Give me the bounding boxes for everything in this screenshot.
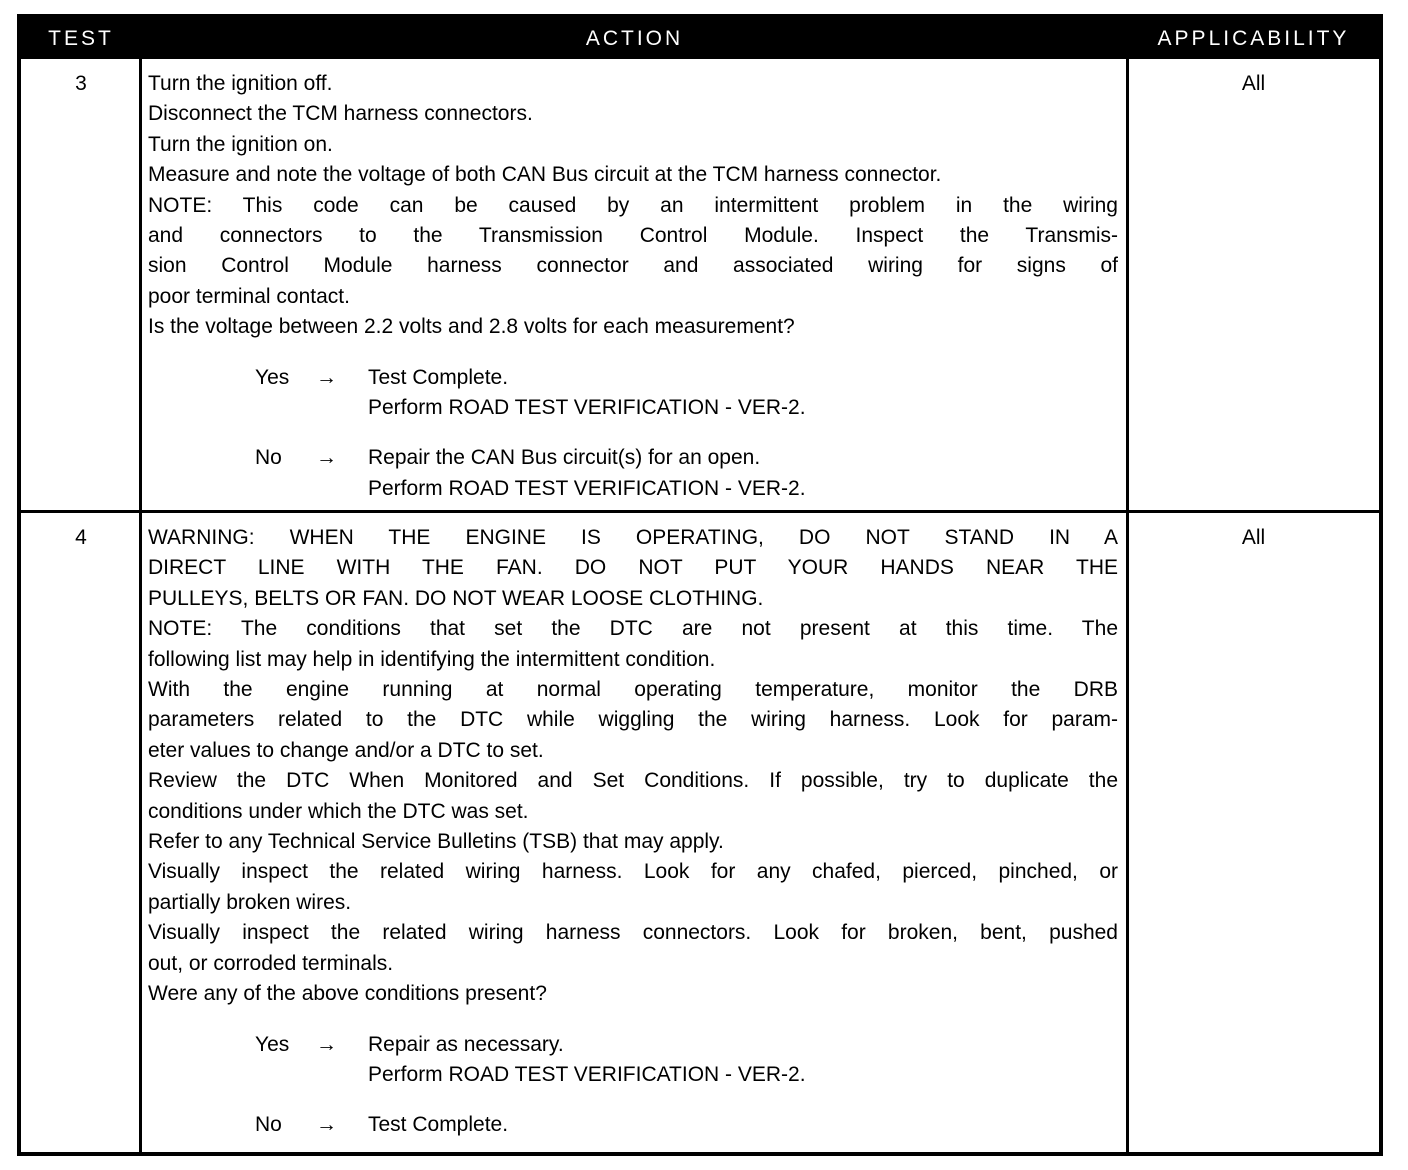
answer-line: Repair the CAN Bus circuit(s) for an open. [368,446,761,470]
answer-result [368,443,1118,504]
action-line: partially broken wires. [148,890,352,914]
arrow-right-icon: → [316,446,337,470]
answer-label: Yes [255,365,290,389]
action-line: NOTE: This code can be caused by an intermittent problem in the wiring [148,193,1118,217]
action-line: Measure and note the voltage of both CAN Bus circuit at the TCM harness connector. [148,163,942,187]
action-line: Turn the ignition off. [148,72,333,95]
action-line: eter values to change and/or a DTC to set. [148,738,544,762]
action-line: sion Control Module harness connector and associated wiring for signs of [148,254,1118,278]
answer-line: Perform ROAD TEST VERIFICATION - VER-2. [368,1062,806,1086]
answer-result [368,1110,1118,1140]
arrow-right-icon: → [316,1113,337,1137]
answer-line: Perform ROAD TEST VERIFICATION - VER-2. [368,396,806,420]
action-line: Turn the ignition on. [148,132,333,156]
test-number: 4 [75,526,87,549]
table-header [21,18,1379,59]
action-line: Review the DTC When Monitored and Set Conditions. If possible, try to duplicate the [148,769,1118,793]
answer-yes [148,1030,1118,1091]
action-line: Visually inspect the related wiring harness. Look for any chafed, pierced, pinched, or [148,860,1118,884]
answer-label: Yes [255,1032,290,1056]
diagnostic-test-table [17,14,1383,1156]
arrow-right-icon: → [316,1032,337,1056]
answer-line: Repair as necessary. [368,1032,564,1056]
header-applicability: APPLICABILITY [1157,27,1350,50]
header-action: ACTION [585,27,684,50]
answer-result [368,1030,1118,1091]
answer-label: No [255,446,282,470]
action-line: conditions under which the DTC was set. [148,799,529,823]
table-row [21,59,1379,510]
arrow-right-icon: → [316,365,337,389]
action-line: Visually inspect the related wiring harness connectors. Look for broken, bent, pushed [148,921,1118,945]
answer-no [148,1110,1118,1140]
action-line: out, or corroded terminals. [148,951,394,975]
action-line: parameters related to the DTC while wiggling the wiring harness. Look for param- [148,708,1118,732]
action-line: and connectors to the Transmission Control Module. Inspect the Transmis- [148,224,1118,248]
action-line: Refer to any Technical Service Bulletins (TSB) that may apply. [148,830,724,854]
action-line: NOTE: The conditions that set the DTC are not present at this time. The [148,617,1118,641]
answer-label: No [255,1113,282,1137]
answer-line: Test Complete. [368,1113,509,1137]
answer-list [148,363,1118,505]
answer-no [148,443,1118,504]
action-line: poor terminal contact. [148,284,350,308]
test-number: 3 [75,72,87,95]
action-line: PULLEYS, BELTS OR FAN. DO NOT WEAR LOOSE CLOTHING. [148,586,764,610]
action-line: WARNING: WHEN THE ENGINE IS OPERATING, DO NOT STAND IN A [148,526,1118,549]
action-cell [148,523,1118,1141]
answer-line: Test Complete. [368,365,509,389]
answer-line: Perform ROAD TEST VERIFICATION - VER-2. [368,476,806,500]
answer-result [368,363,1118,424]
action-line: Disconnect the TCM harness connectors. [148,102,533,126]
action-line: Is the voltage between 2.2 volts and 2.8 volts for each measurement? [148,315,795,339]
answer-yes [148,363,1118,424]
table-row [21,513,1379,1156]
applicability-value: All [1241,72,1266,95]
answer-list [148,1030,1118,1141]
applicability-value: All [1241,526,1266,549]
action-line: With the engine running at normal operating temperature, monitor the DRB [148,678,1118,702]
header-test: TEST [48,27,114,50]
action-line: DIRECT LINE WITH THE FAN. DO NOT PUT YOUR HANDS NEAR THE [148,556,1118,580]
action-line: following list may help in identifying the intermittent condition. [148,647,716,671]
action-cell [148,69,1118,504]
action-line: Were any of the above conditions present? [148,982,547,1006]
